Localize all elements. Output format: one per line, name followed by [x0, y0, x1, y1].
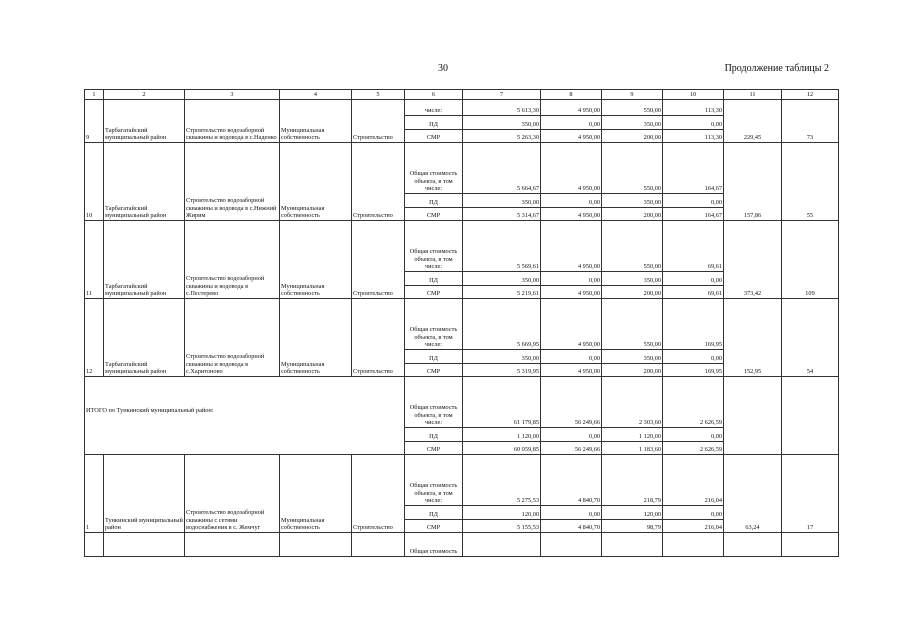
- table-row: [85, 299, 839, 350]
- value-cell: 4 950,00: [541, 130, 602, 143]
- pd-label-cell: ПД: [405, 428, 463, 442]
- total-label-cell: Общая стоимость объекта, в том числе:: [405, 455, 463, 506]
- value-cell: 2 626,59: [663, 377, 724, 428]
- object-cell: Строительство водозаборной скважины и водовода в с.Пестерево: [185, 221, 280, 299]
- value-cell: 0,00: [663, 194, 724, 208]
- col12-cell: 17: [782, 455, 839, 533]
- value-cell: 0,00: [663, 116, 724, 130]
- district-cell: Тарбагатайский муниципальный район: [104, 143, 185, 221]
- value-cell: 4 950,00: [541, 299, 602, 350]
- value-cell: 0,00: [541, 506, 602, 520]
- value-cell: 69,61: [663, 221, 724, 272]
- total-label-cell: числе:: [405, 100, 463, 116]
- value-cell: 350,00: [463, 116, 541, 130]
- ownership-cell: Муниципальная собственность: [280, 143, 352, 221]
- value-cell: 350,00: [463, 194, 541, 208]
- table-continuation-caption: Продолжение таблицы 2: [724, 63, 829, 74]
- col-num-5: 5: [352, 90, 405, 100]
- value-cell: 5 664,67: [463, 143, 541, 194]
- total-label-cell: Общая стоимость: [405, 533, 463, 557]
- value-cell: 56 249,66: [541, 377, 602, 428]
- value-cell: 5 219,61: [463, 286, 541, 299]
- value-cell: 0,00: [663, 272, 724, 286]
- col-num-4: 4: [280, 90, 352, 100]
- ownership-cell: Муниципальная собственность: [280, 455, 352, 533]
- value-cell: 550,00: [602, 221, 663, 272]
- pd-label-cell: ПД: [405, 272, 463, 286]
- total-row: [85, 377, 839, 428]
- value-cell: 216,04: [663, 520, 724, 533]
- smr-label-cell: СМР: [405, 208, 463, 221]
- value-cell: 2 626,59: [663, 442, 724, 455]
- col-num-8: 8: [541, 90, 602, 100]
- value-cell: 350,00: [602, 194, 663, 208]
- total-label-cell: Общая стоимость объекта, в том числе:: [405, 221, 463, 272]
- total-label-cell: Общая стоимость объекта, в том числе:: [405, 299, 463, 350]
- ownership-cell: Муниципальная собственность: [280, 100, 352, 143]
- value-cell: 350,00: [602, 116, 663, 130]
- value-cell: 2 303,60: [602, 377, 663, 428]
- value-cell: 120,00: [463, 506, 541, 520]
- value-cell: 169,95: [663, 364, 724, 377]
- table-row: [85, 221, 839, 272]
- col12-cell: 73: [782, 100, 839, 143]
- value-cell: 5 275,53: [463, 455, 541, 506]
- value-cell: 216,04: [663, 455, 724, 506]
- value-cell: 218,79: [602, 455, 663, 506]
- value-cell: 164,67: [663, 208, 724, 221]
- value-cell: 5 669,95: [463, 299, 541, 350]
- value-cell: 4 950,00: [541, 364, 602, 377]
- smr-label-cell: СМР: [405, 442, 463, 455]
- value-cell: 5 569,61: [463, 221, 541, 272]
- value-cell: 120,00: [602, 506, 663, 520]
- district-cell: Тункинский муниципальный район: [104, 455, 185, 533]
- value-cell: 350,00: [463, 272, 541, 286]
- col-num-6: 6: [405, 90, 463, 100]
- smr-label-cell: СМР: [405, 520, 463, 533]
- value-cell: 0,00: [663, 428, 724, 442]
- col-num-11: 11: [724, 90, 782, 100]
- value-cell: 4 950,00: [541, 286, 602, 299]
- col-num-9: 9: [602, 90, 663, 100]
- value-cell: 5 319,95: [463, 364, 541, 377]
- col-num-1: 1: [85, 90, 104, 100]
- value-cell: 5 263,30: [463, 130, 541, 143]
- pd-label-cell: ПД: [405, 194, 463, 208]
- ownership-cell: Муниципальная собственность: [280, 221, 352, 299]
- col11-cell: [724, 377, 782, 455]
- col12-cell: 54: [782, 299, 839, 377]
- value-cell: 0,00: [663, 350, 724, 364]
- work-type-cell: Строительство: [352, 299, 405, 377]
- col-num-2: 2: [104, 90, 185, 100]
- district-cell: Тарбагатайский муниципальный район: [104, 100, 185, 143]
- col11-cell: 157,86: [724, 143, 782, 221]
- ownership-cell: Муниципальная собственность: [280, 299, 352, 377]
- col11-cell: 63,24: [724, 455, 782, 533]
- value-cell: 98,79: [602, 520, 663, 533]
- value-cell: 350,00: [463, 350, 541, 364]
- table-row: [85, 455, 839, 506]
- data-table: [84, 89, 839, 557]
- value-cell: 4 950,00: [541, 221, 602, 272]
- col11-cell: 373,42: [724, 221, 782, 299]
- object-cell: Строительство водозаборной скважины и водовода в с.Харитоново: [185, 299, 280, 377]
- value-cell: 5 155,53: [463, 520, 541, 533]
- value-cell: 550,00: [602, 143, 663, 194]
- value-cell: 0,00: [541, 350, 602, 364]
- total-label-cell: Общая стоимость объекта, в том числе:: [405, 143, 463, 194]
- col12-cell: [782, 377, 839, 455]
- district-cell: Тарбагатайский муниципальный район: [104, 299, 185, 377]
- value-cell: 550,00: [602, 100, 663, 116]
- object-cell: Строительство водозаборной скважины с сетями водоснабжения в с. Жемчуг: [185, 455, 280, 533]
- value-cell: 60 059,85: [463, 442, 541, 455]
- col-num-12: 12: [782, 90, 839, 100]
- work-type-cell: Строительство: [352, 143, 405, 221]
- value-cell: 0,00: [541, 428, 602, 442]
- value-cell: 4 840,70: [541, 455, 602, 506]
- pd-label-cell: ПД: [405, 506, 463, 520]
- value-cell: 4 840,70: [541, 520, 602, 533]
- value-cell: 61 179,85: [463, 377, 541, 428]
- value-cell: 113,30: [663, 100, 724, 116]
- col11-cell: 229,45: [724, 100, 782, 143]
- value-cell: 113,30: [663, 130, 724, 143]
- row-number: 11: [85, 221, 104, 299]
- pd-label-cell: ПД: [405, 116, 463, 130]
- work-type-cell: Строительство: [352, 455, 405, 533]
- value-cell: 5 613,30: [463, 100, 541, 116]
- value-cell: 0,00: [541, 116, 602, 130]
- value-cell: 350,00: [602, 272, 663, 286]
- table-row: [85, 100, 839, 116]
- value-cell: 200,00: [602, 364, 663, 377]
- col-num-7: 7: [463, 90, 541, 100]
- smr-label-cell: СМР: [405, 130, 463, 143]
- total-label-cell: Общая стоимость объекта, в том числе:: [405, 377, 463, 428]
- row-number: 1: [85, 455, 104, 533]
- row-number: 9: [85, 100, 104, 143]
- object-cell: Строительство водозаборной скважины и водовода в с.Нижний Жирим: [185, 143, 280, 221]
- page-number: 30: [438, 63, 448, 74]
- col12-cell: 109: [782, 221, 839, 299]
- row-number: 10: [85, 143, 104, 221]
- value-cell: 200,00: [602, 286, 663, 299]
- value-cell: 5 314,67: [463, 208, 541, 221]
- col12-cell: 55: [782, 143, 839, 221]
- value-cell: 1 120,00: [602, 428, 663, 442]
- value-cell: 200,00: [602, 208, 663, 221]
- value-cell: 69,61: [663, 286, 724, 299]
- work-type-cell: Строительство: [352, 221, 405, 299]
- district-cell: Тарбагатайский муниципальный район: [104, 221, 185, 299]
- table-row: [85, 533, 839, 557]
- value-cell: 164,67: [663, 143, 724, 194]
- col-num-3: 3: [185, 90, 280, 100]
- work-type-cell: Строительство: [352, 100, 405, 143]
- value-cell: 350,00: [602, 350, 663, 364]
- value-cell: 1 183,60: [602, 442, 663, 455]
- column-number-row: [85, 90, 839, 100]
- value-cell: 0,00: [541, 194, 602, 208]
- value-cell: 169,95: [663, 299, 724, 350]
- value-cell: 4 950,00: [541, 143, 602, 194]
- object-cell: Строительство водозаборной скважины и водовода в с.Наденко: [185, 100, 280, 143]
- col11-cell: 152,95: [724, 299, 782, 377]
- value-cell: 56 249,66: [541, 442, 602, 455]
- value-cell: 200,00: [602, 130, 663, 143]
- value-cell: 4 950,00: [541, 208, 602, 221]
- smr-label-cell: СМР: [405, 364, 463, 377]
- value-cell: 0,00: [541, 272, 602, 286]
- smr-label-cell: СМР: [405, 286, 463, 299]
- value-cell: 4 950,00: [541, 100, 602, 116]
- table-row: [85, 143, 839, 194]
- pd-label-cell: ПД: [405, 350, 463, 364]
- total-row-label: ИТОГО по Тункинский муниципальный район:: [85, 377, 405, 455]
- row-number: 12: [85, 299, 104, 377]
- col-num-10: 10: [663, 90, 724, 100]
- value-cell: 1 120,00: [463, 428, 541, 442]
- value-cell: 550,00: [602, 299, 663, 350]
- value-cell: 0,00: [663, 506, 724, 520]
